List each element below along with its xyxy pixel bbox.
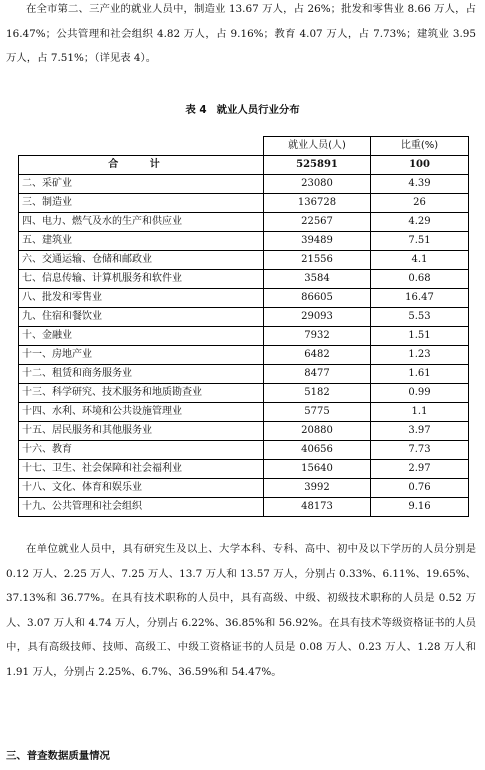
employment-industry-table <box>18 136 469 517</box>
table-row <box>19 251 469 270</box>
industry-cell: 七、信息传输、计算机服务和软件业 <box>19 270 264 289</box>
industry-cell: 十六、教育 <box>19 441 264 460</box>
employees-cell: 7932 <box>264 327 371 346</box>
industry-cell: 十八、文化、体育和娱乐业 <box>19 479 264 498</box>
table-row <box>19 422 469 441</box>
table-row <box>19 289 469 308</box>
table-row <box>19 365 469 384</box>
header-share: 比重(%) <box>371 137 469 156</box>
share-cell: 0.68 <box>371 270 469 289</box>
employees-cell: 86605 <box>264 289 371 308</box>
industry-cell: 十一、房地产业 <box>19 346 264 365</box>
share-cell: 16.47 <box>371 289 469 308</box>
share-cell: 4.39 <box>371 175 469 194</box>
employees-cell: 39489 <box>264 232 371 251</box>
share-cell: 0.99 <box>371 384 469 403</box>
header-employees: 就业人员(人) <box>264 137 371 156</box>
share-cell: 1.23 <box>371 346 469 365</box>
employees-cell: 3584 <box>264 270 371 289</box>
table-row <box>19 175 469 194</box>
total-value: 525891 <box>264 156 371 175</box>
share-cell: 0.76 <box>371 479 469 498</box>
header-blank-cell <box>19 137 264 156</box>
share-cell: 1.51 <box>371 327 469 346</box>
table-header-row <box>19 137 469 156</box>
employees-cell: 5182 <box>264 384 371 403</box>
table-caption <box>0 101 485 116</box>
table-row <box>19 308 469 327</box>
industry-cell: 十三、科学研究、技术服务和地质勘查业 <box>19 384 264 403</box>
employees-cell: 3992 <box>264 479 371 498</box>
industry-cell: 二、采矿业 <box>19 175 264 194</box>
employees-cell: 23080 <box>264 175 371 194</box>
employees-cell: 22567 <box>264 213 371 232</box>
table-title: 就业人员行业分布 <box>216 104 300 116</box>
share-cell: 2.97 <box>371 460 469 479</box>
share-cell: 4.29 <box>371 213 469 232</box>
share-cell: 1.1 <box>371 403 469 422</box>
table-row <box>19 346 469 365</box>
share-cell: 5.53 <box>371 308 469 327</box>
table-row <box>19 327 469 346</box>
table-row <box>19 403 469 422</box>
table-row <box>19 232 469 251</box>
employees-cell: 48173 <box>264 498 371 517</box>
employees-cell: 20880 <box>264 422 371 441</box>
employees-cell: 40656 <box>264 441 371 460</box>
industry-cell: 四、电力、燃气及水的生产和供应业 <box>19 213 264 232</box>
industry-cell: 九、住宿和餐饮业 <box>19 308 264 327</box>
table-row <box>19 194 469 213</box>
share-cell: 1.61 <box>371 365 469 384</box>
table-row <box>19 213 469 232</box>
industry-cell: 六、交通运输、仓储和邮政业 <box>19 251 264 270</box>
table-row <box>19 498 469 517</box>
industry-cell: 八、批发和零售业 <box>19 289 264 308</box>
share-cell: 4.1 <box>371 251 469 270</box>
table-row <box>19 441 469 460</box>
employees-cell: 8477 <box>264 365 371 384</box>
industry-cell: 三、制造业 <box>19 194 264 213</box>
industry-cell: 十、金融业 <box>19 327 264 346</box>
table-row <box>19 270 469 289</box>
table-number: 表 4 <box>185 104 207 116</box>
section-heading: 三、普查数据质量情况 <box>6 750 110 762</box>
employees-cell: 136728 <box>264 194 371 213</box>
intro-paragraph: 在全市第二、三产业的就业人员中，制造业 13.67 万人，占 26%；批发和零售业 8.66 万人，占 16.47%；公共管理和社会组织 4.82 万人，占 9.16%；教育 4.07 万人，占 7.73%；建筑业 3.95 万人，占 7.51%；（详见表 4）。 <box>6 3 476 64</box>
employees-cell: 29093 <box>264 308 371 327</box>
share-cell: 7.73 <box>371 441 469 460</box>
table-total-row <box>19 156 469 175</box>
table-row <box>19 479 469 498</box>
share-cell: 3.97 <box>371 422 469 441</box>
share-cell: 9.16 <box>371 498 469 517</box>
total-label: 合 计 <box>19 156 264 175</box>
employees-cell: 6482 <box>264 346 371 365</box>
industry-cell: 十五、居民服务和其他服务业 <box>19 422 264 441</box>
industry-cell: 十七、卫生、社会保障和社会福利业 <box>19 460 264 479</box>
industry-cell: 十九、公共管理和社会组织 <box>19 498 264 517</box>
table-row <box>19 460 469 479</box>
industry-cell: 十四、水利、环境和公共设施管理业 <box>19 403 264 422</box>
industry-cell: 十二、租赁和商务服务业 <box>19 365 264 384</box>
education-paragraph: 在单位就业人员中，具有研究生及以上、大学本科、专科、高中、初中及以下学历的人员分别是 0.12 万人、2.25 万人、7.25 万人、13.7 万人和 13.57 万人，分别占 0.33%、6.11%、19.65%、37.13%和 36.77%。在具有技术职称的人员中，具有高级、中级、初级技术职称的人员是 0.52 万人、3.07 万人和 4.74 万人，分别占 6.22%、36.85%和 56.92%。在具有技术等级资格证书的人员中，具有高级技师、技师、高级工、中级工资格证书的人员是 0.08 万人、0.23 万人、1.28 万人和 1.91 万人，分别占 2.25%、6.7%、36.59%和 54.47%。 <box>6 543 476 678</box>
total-share: 100 <box>371 156 469 175</box>
share-cell: 7.51 <box>371 232 469 251</box>
employees-cell: 21556 <box>264 251 371 270</box>
employees-cell: 15640 <box>264 460 371 479</box>
industry-cell: 五、建筑业 <box>19 232 264 251</box>
table-row <box>19 384 469 403</box>
share-cell: 26 <box>371 194 469 213</box>
employees-cell: 5775 <box>264 403 371 422</box>
